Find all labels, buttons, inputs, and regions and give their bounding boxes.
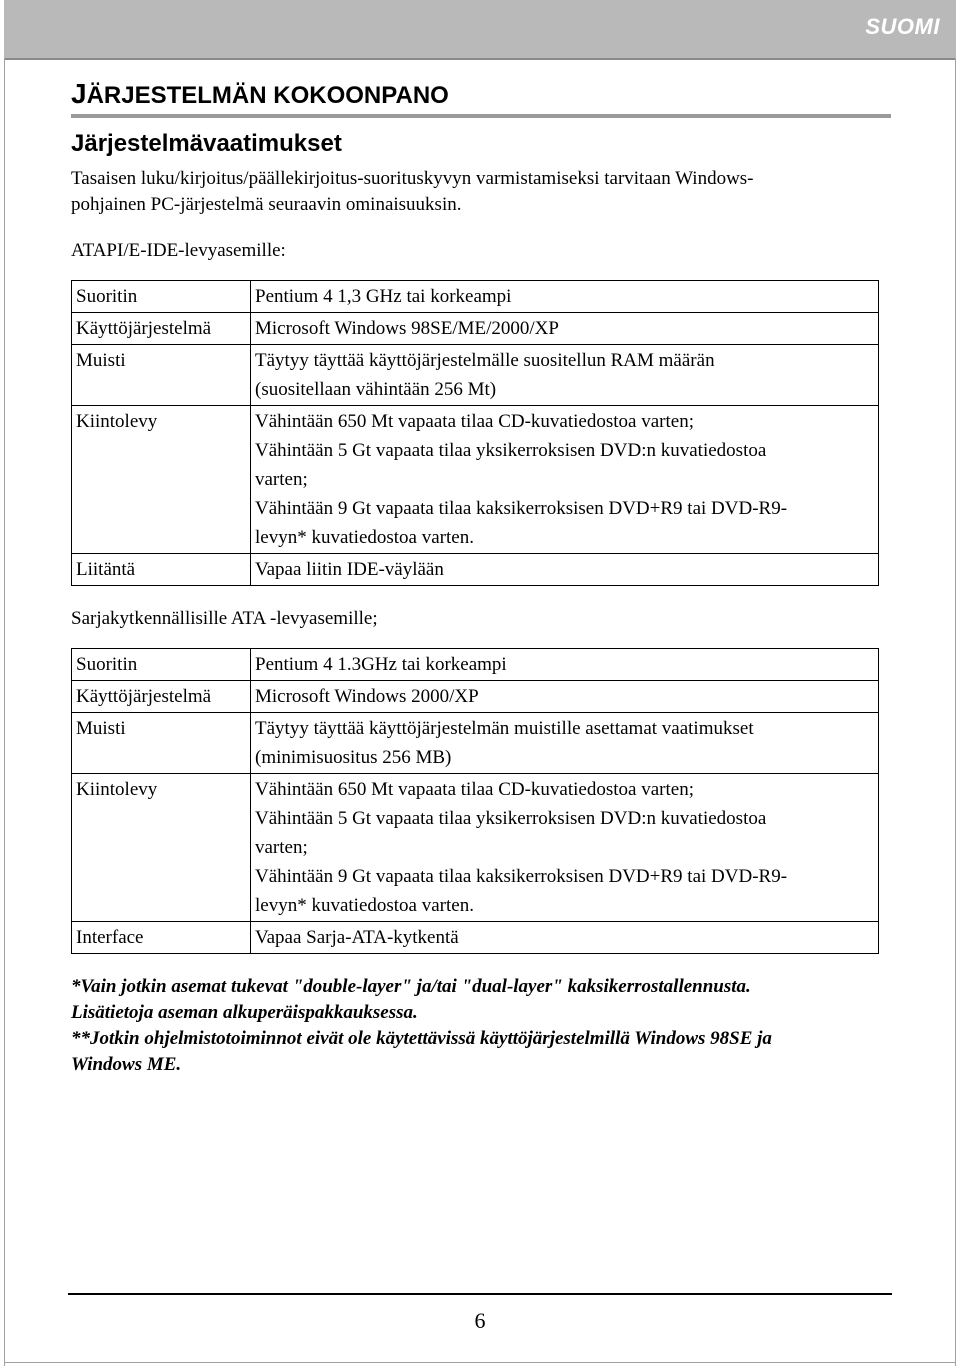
value-line: Vapaa liitin IDE-väylään xyxy=(255,559,444,580)
row-label: Liitäntä xyxy=(72,554,251,586)
table-row xyxy=(72,774,879,922)
value-line: varten; xyxy=(255,469,308,490)
row-label: Muisti xyxy=(72,345,251,406)
value-line: Vähintään 9 Gt vapaata tilaa kaksikerroksisen DVD+R9 tai DVD-R9- xyxy=(255,498,788,519)
page-number: 6 xyxy=(474,1308,486,1333)
table-row xyxy=(72,313,879,345)
value-line: Vähintään 5 Gt vapaata tilaa yksikerroksisen DVD:n kuvatiedostoa xyxy=(255,440,767,461)
atapi-requirements-table xyxy=(71,280,879,586)
table-row xyxy=(72,406,879,554)
intro-line: Tasaisen luku/kirjoitus/päällekirjoitus-suorituskyvyn varmistamiseksi tarvitaan Windows- xyxy=(71,168,754,189)
value-line: levyn* kuvatiedostoa varten. xyxy=(255,895,474,916)
bottom-border xyxy=(4,1362,956,1363)
value-line: Vähintään 9 Gt vapaata tilaa kaksikerroksisen DVD+R9 tai DVD-R9- xyxy=(255,866,788,887)
left-border xyxy=(4,58,5,1366)
row-label: Suoritin xyxy=(72,281,251,313)
row-value xyxy=(251,713,879,774)
table-row xyxy=(72,345,879,406)
page-content xyxy=(71,78,891,1078)
row-value xyxy=(251,281,879,313)
right-border xyxy=(955,58,956,1366)
row-value xyxy=(251,345,879,406)
value-line: (suositellaan vähintään 256 Mt) xyxy=(255,379,497,400)
table-row xyxy=(72,713,879,774)
sata-requirements-table xyxy=(71,648,879,954)
value-line: (minimisuositus 256 MB) xyxy=(255,747,452,768)
intro-paragraph xyxy=(71,166,891,218)
subsection-heading: Järjestelmävaatimukset xyxy=(71,130,342,157)
value-line: varten; xyxy=(255,837,308,858)
footnotes xyxy=(71,974,891,1078)
row-label: Käyttöjärjestelmä xyxy=(72,313,251,345)
row-label: Muisti xyxy=(72,713,251,774)
heading-initial: J xyxy=(71,78,87,109)
value-line: Microsoft Windows 2000/XP xyxy=(255,686,479,707)
row-value xyxy=(251,313,879,345)
row-value xyxy=(251,649,879,681)
value-line: Täytyy täyttää käyttöjärjestelmälle suositellun RAM määrän xyxy=(255,350,715,371)
value-line: Microsoft Windows 98SE/ME/2000/XP xyxy=(255,318,559,339)
footnote-line: Lisätietoja aseman alkuperäispakkauksessa. xyxy=(71,1002,418,1023)
row-label: Suoritin xyxy=(72,649,251,681)
value-line: Vähintään 5 Gt vapaata tilaa yksikerroksisen DVD:n kuvatiedostoa xyxy=(255,808,767,829)
value-line: Pentium 4 1.3GHz tai korkeampi xyxy=(255,654,507,675)
table-row xyxy=(72,922,879,954)
row-label: Kiintolevy xyxy=(72,774,251,922)
footnote-line: *Vain jotkin asemat tukevat "double-layer" ja/tai "dual-layer" kaksikerrostallennusta. xyxy=(71,976,751,997)
row-value xyxy=(251,406,879,554)
table-row xyxy=(72,649,879,681)
language-banner xyxy=(4,0,956,60)
value-line: Täytyy täyttää käyttöjärjestelmän muistille asettamat vaatimukset xyxy=(255,718,754,739)
atapi-section-label: ATAPI/E-IDE-levyasemille: xyxy=(71,240,286,261)
value-line: levyn* kuvatiedostoa varten. xyxy=(255,527,474,548)
heading-rest: ÄRJESTELMÄN KOKOONPANO xyxy=(86,82,449,109)
table-row xyxy=(72,554,879,586)
value-line: Vähintään 650 Mt vapaata tilaa CD-kuvatiedostoa varten; xyxy=(255,411,694,432)
row-value xyxy=(251,922,879,954)
row-value xyxy=(251,554,879,586)
table-row xyxy=(72,281,879,313)
footer-rule xyxy=(68,1293,892,1295)
row-label: Käyttöjärjestelmä xyxy=(72,681,251,713)
value-line: Vapaa Sarja-ATA-kytkentä xyxy=(255,927,459,948)
footnote-line: Windows ME. xyxy=(71,1054,182,1075)
section-heading xyxy=(71,78,891,118)
value-line: Vähintään 650 Mt vapaata tilaa CD-kuvatiedostoa varten; xyxy=(255,779,694,800)
intro-line: pohjainen PC-järjestelmä seuraavin ominaisuuksin. xyxy=(71,194,462,215)
row-value xyxy=(251,774,879,922)
footnote-line: **Jotkin ohjelmistotoiminnot eivät ole käytettävissä käyttöjärjestelmillä Windows 98SE ja xyxy=(71,1028,772,1049)
value-line: Pentium 4 1,3 GHz tai korkeampi xyxy=(255,286,512,307)
table-row xyxy=(72,681,879,713)
row-value xyxy=(251,681,879,713)
language-label: SUOMI xyxy=(865,14,940,39)
row-label: Kiintolevy xyxy=(72,406,251,554)
row-label: Interface xyxy=(72,922,251,954)
sata-section-label: Sarjakytkennällisille ATA -levyasemille; xyxy=(71,608,378,629)
